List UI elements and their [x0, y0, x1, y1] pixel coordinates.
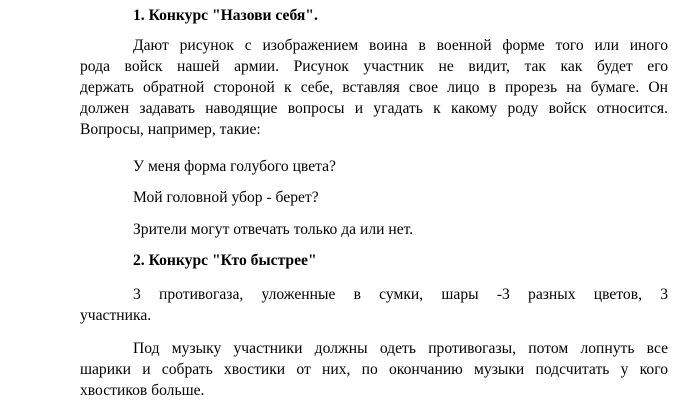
question-item: Мой головной убор - берет? — [133, 189, 319, 206]
paragraph-line: Дают рисунок с изображением воина в военной форме того или иного — [133, 37, 668, 54]
paragraph-line: Вопросы, например, такие: — [80, 121, 261, 138]
paragraph-line: должен задавать наводящие вопросы и угадать к какому роду войск относится. — [80, 100, 668, 117]
section-1-heading: 1. Конкурс "Назови себя". — [133, 7, 318, 24]
paragraph-line: участника. — [80, 307, 152, 324]
paragraph-line: 3 противогаза, уложенные в сумки, шары -3 разных цветов, 3 — [133, 286, 668, 303]
audience-note: Зрители могут отвечать только да или нет. — [133, 221, 414, 238]
paragraph-line: Под музыку участники должны одеть противогазы, потом лопнуть все — [133, 340, 668, 357]
section-2-heading: 2. Конкурс "Кто быстрее" — [133, 252, 317, 269]
paragraph-line: шарики и собрать хвостики от них, по окончанию музыки подсчитать у кого — [80, 361, 668, 378]
question-item: У меня форма голубого цвета? — [133, 158, 336, 175]
paragraph-line: рода войск нашей армии. Рисунок участник не видит, так как будет его — [80, 58, 668, 75]
paragraph-line: держать обратной стороной к себе, вставляя свое лицо в прорезь на бумаге. Он — [80, 79, 668, 96]
paragraph-line: хвостиков больше. — [80, 382, 205, 399]
